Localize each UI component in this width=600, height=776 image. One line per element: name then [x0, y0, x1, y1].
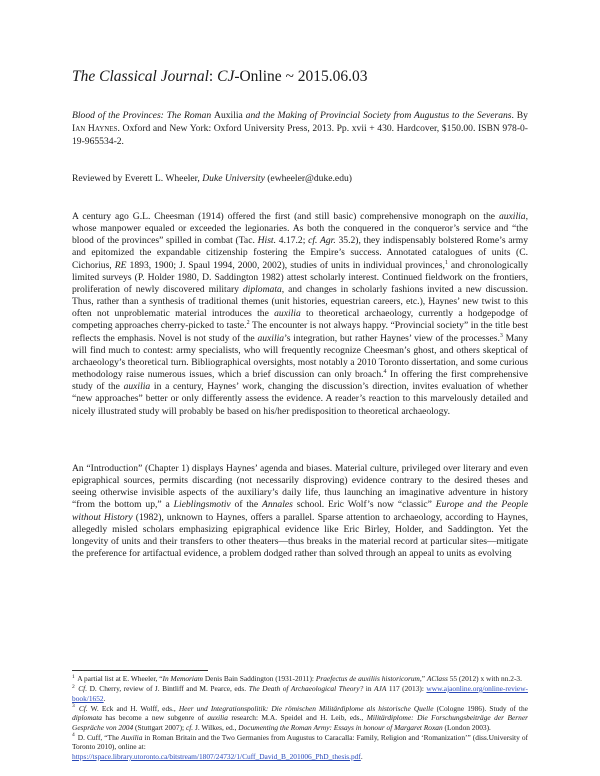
footnote-1: [72, 674, 528, 684]
p1-italic: auxilia: [274, 308, 301, 320]
journal-online-date: -Online ~ 2015.06.03: [234, 68, 368, 85]
footnote-ref-3[interactable]: 3: [499, 332, 503, 339]
reviewer-email: (ewheeler@duke.edu): [264, 173, 352, 184]
book-publication-details: . Oxford and New York: Oxford University Press, 2013. Pp. xvii + 430. Hardcover, $150.00. ISBN 978-0-19-965534-2.: [72, 122, 528, 147]
journal-separator: :: [208, 68, 218, 85]
footnote-4: [72, 733, 528, 762]
p1-italic: diplomata: [242, 283, 282, 295]
fn-italic: Documenting the Roman Army: Essays in honour of Margaret Roxan: [238, 722, 443, 732]
fn-text: research: M.A. Speidel and H. Leib, eds.,: [227, 713, 367, 723]
footnote-3: [72, 704, 528, 733]
fn-text: (London 2003).: [442, 722, 491, 732]
p1-italic: cf. Agr.: [308, 235, 336, 247]
p1-text: in a century, Haynes’ work, changing the discussion’s direction, invites evaluation of whether “new approaches” better or only differently assess the evidence. A reader’s reaction to this marvelously detailed and nicely illustrated study will probably be based on his/her predisposition to theoretical archaeology.: [72, 381, 528, 417]
fn-text: in: [363, 683, 375, 693]
fn-italic: Militärdiplome: Die Forschungsbeiträge der Berner Gespräche von 2004: [72, 713, 528, 732]
fn-italic: Auxilia: [121, 732, 143, 742]
fn-text: A partial list at E. Wheeler, “: [75, 674, 163, 683]
p1-italic: auxilia: [257, 332, 285, 344]
fn-text: D. Cherry, review of J. Bintliff and M. Pearce, eds.: [87, 683, 249, 693]
fn-italic: Cf.: [78, 683, 88, 693]
footnote-divider: [72, 670, 208, 671]
body-paragraph-2: [72, 463, 528, 560]
p2-italic: Europe and the People without History: [72, 499, 528, 523]
p1-italic: auxilia: [123, 381, 151, 393]
footnote-2: [72, 684, 528, 703]
fn-italic: AJA: [374, 683, 387, 693]
p2-italic: Lieblingsmotiv: [173, 499, 231, 511]
fn-text: 55 (2012) x with nn.2-3.: [447, 674, 522, 683]
p1-text: 4.17.2;: [276, 235, 309, 247]
p1-text: Many will find much to contest: army specialists, who will frequently recognize Cheesman’s ghost, and others skeptical of archaeology’s theoretical turn. Bibliographical oversights, most notably a 2010 Toronto dissertation, and some curious methodology raise numerous issues, which a brief discussion can only broach.: [72, 332, 529, 381]
book-title-auxilia: Auxilia: [214, 110, 243, 121]
p1-italic: auxilia: [498, 211, 526, 222]
fn-italic: diplomata: [72, 713, 102, 723]
body-paragraph-1: [72, 211, 528, 418]
fn-text: ,”: [419, 674, 427, 683]
p1-text: , and changes in scholarly fashions invited a new discussion. Thus, rather than a synthesis of traditional themes (unit histories, equestrian careers, etc.), Haynes’ new twist to this often not unproblematic material introduces the: [72, 283, 528, 320]
fn-text: .: [103, 693, 106, 703]
p2-italic: Annales: [261, 499, 293, 511]
fn-text: (Stuttgart 2007);: [133, 722, 186, 732]
fn-text: J. Wilkes, ed.,: [193, 722, 239, 732]
footnote-number: 2: [72, 683, 75, 690]
fn-italic: auxilia: [207, 713, 228, 723]
fn-italic: The Death of Archaeological Theory?: [248, 683, 364, 693]
footnote-ref-2[interactable]: 2: [246, 320, 250, 327]
fn-text: in Roman Britain and the Two Germanies from Augustus to Caracalla: Family, Religion and ‘Romanization’” (diss.University of Toronto 2010), online at:: [72, 732, 528, 752]
fn-italic: Cf.: [78, 703, 88, 713]
footnotes: [72, 674, 528, 762]
fn-text: has become a new subgenre of: [101, 713, 208, 723]
p1-text: A century ago G.L. Cheesman (1914) offered the first (and still basic) comprehensive monograph on the: [72, 211, 499, 222]
p1-text: 1893, 1900; J. Spaul 1994, 2000, 2002), studies of units in individual provinces,: [126, 259, 445, 271]
reviewer-affiliation: Duke University: [202, 173, 265, 184]
fn-italic: In Memoriam: [162, 674, 203, 683]
journal-cj: CJ: [217, 68, 235, 85]
footnote-ref-1[interactable]: 1: [444, 259, 448, 266]
p2-text: school. Eric Wolf’s now “classic”: [292, 499, 436, 511]
footnote-number: 3: [72, 703, 75, 710]
fn-italic: cf.: [185, 722, 194, 732]
book-title-part-2: and the Making of Provincial Society from Augustus to the Severans: [242, 110, 512, 121]
p2-text: (1982), unknown to Haynes, offers a parallel. Sparse attention to archaeology, according to Haynes, allegedly misled scholars emphasizing epigraphical evidence like Eric Birley, Holder, and Saddington. Yet the longevity of units and their transfers to other theaters—thus breaks in the material record at particular sites—mitigate the preference for artifactual evidence, a problem dodged rather than solved through an appeal to units as evolving: [72, 511, 528, 560]
p1-italic: RE: [114, 259, 127, 271]
footnote-number: 4: [72, 732, 75, 739]
book-author: Ian Haynes: [72, 122, 118, 134]
p2-text: An “Introduction” (Chapter 1) displays Haynes’ agenda and biases. Material culture, privileged over literary and even epigraphical sources, permits discarding (not necessarily disproving) evidence contrary to the desired theses and seeing otherwise invisible aspects of the auxiliary’s daily life, thus launching an imaginative adventure in history “from the bottom up,” a: [72, 463, 528, 511]
p1-text: ’s integration, but rather Haynes’ view of the processes.: [284, 332, 500, 344]
footnote-number: 1: [72, 673, 75, 680]
reviewer-name: Reviewed by Everett L. Wheeler,: [72, 173, 203, 184]
fn-text: (Cologne 1986). Study of the: [433, 703, 528, 713]
fn-italic: Heer und Integrationspolitik: Die römischen Militärdiplome als historische Quelle: [178, 703, 434, 713]
fn-text: .: [360, 751, 363, 761]
fn-text: Denis Bain Saddington (1931-2011):: [202, 674, 316, 683]
p2-text: of the: [230, 499, 262, 511]
journal-header: [72, 68, 368, 86]
journal-title: The Classical Journal: [72, 68, 209, 85]
book-title-part-1: Blood of the Provinces: The Roman: [72, 110, 215, 121]
p1-text: and chronologically limited surveys (P. Holder 1980, D. Saddington 1982) attest scholarly interest. Continued fieldwork on the frontiers, proliferation of newly discovered military: [72, 259, 529, 295]
p1-text: , whose manpower equaled or exceeded the legionaries. As both the conquered in the conqueror’s service and “the blood of the provinces” spilled in combat (Tac.: [72, 211, 528, 247]
p1-text: In offering the first comprehensive study of the: [72, 369, 528, 393]
fn-text: D. Cuff, “The: [75, 732, 122, 742]
book-by: . By: [511, 110, 528, 121]
p1-italic: Hist.: [257, 235, 276, 247]
footnote-ref-4[interactable]: 4: [383, 368, 387, 375]
fn-text: W. Eck and H. Wolff, eds.,: [87, 703, 179, 713]
book-citation: [72, 110, 528, 148]
aja-review-link[interactable]: www.ajaonline.org/online-review-book/1652: [72, 683, 528, 703]
p1-text: to theoretical archaeology, currently a hodgepodge of competing approaches cherry-picked to taste.: [72, 308, 529, 332]
fn-text: 117 (2013):: [386, 683, 427, 693]
fn-italic: AClass: [426, 674, 448, 683]
p1-text: The encounter is not always happy. “Provincial society” in the title best reflects the emphasis. Novel is not study of the: [72, 320, 528, 344]
cuff-thesis-link[interactable]: https://tspace.library.utoronto.ca/bitstream/1807/24732/1/Cuff_David_B_201006_PhD_thesis.pdf: [72, 751, 361, 761]
fn-italic: Praefectus de auxiliis historicorum: [315, 674, 420, 683]
p1-text: 35.2), they indispensably bolstered Rome’s army and epitomized the expandable citizenship fostering the Empire’s success. Annotated catalogues of units (C. Cichorius,: [72, 235, 528, 271]
reviewer-line: [72, 173, 528, 186]
